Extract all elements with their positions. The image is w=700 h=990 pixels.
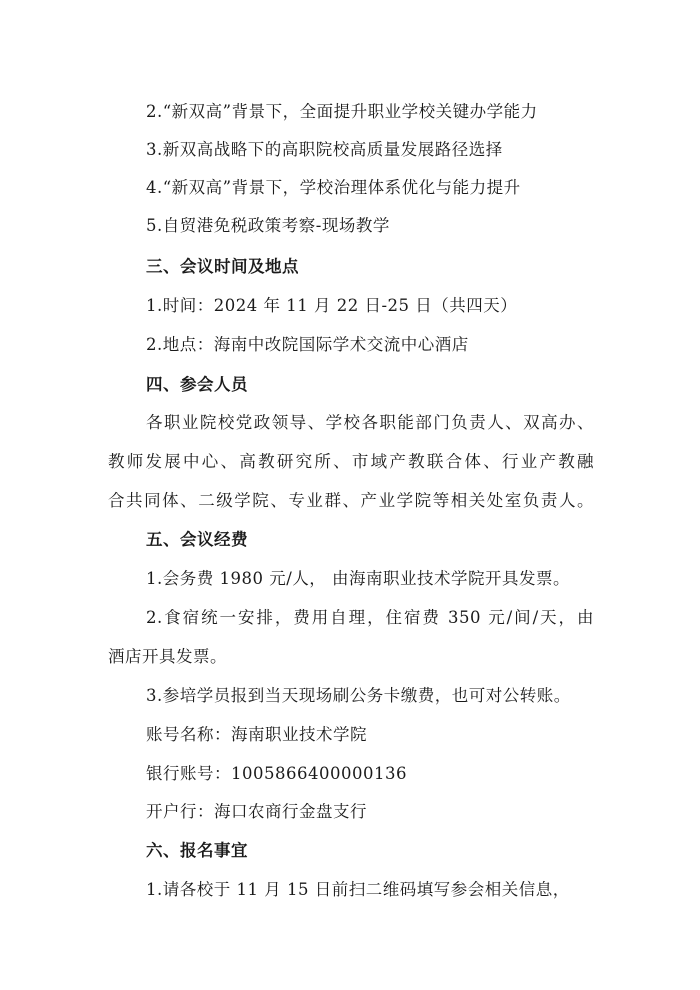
section-3-heading: 三、会议时间及地点: [146, 257, 299, 276]
meeting-time: 1.时间：2024 年 11 月 22 日-25 日（共四天）: [146, 296, 518, 315]
section-4-heading: 四、参会人员: [146, 375, 248, 394]
registration-item-1: 1.请各校于 11 月 15 日前扫二维码填写参会相关信息，: [146, 880, 570, 899]
topic-item-4: 4.“新双高”背景下，学校治理体系优化与能力提升: [146, 178, 521, 197]
account-name: 账号名称：海南职业技术学院: [146, 725, 367, 744]
section-5-heading: 五、会议经费: [146, 530, 248, 549]
lodging-line-1: 2.食宿统一安排，费用自理，住宿费 350 元/间/天，由: [146, 608, 594, 627]
topic-item-2: 2.“新双高”背景下，全面提升职业学校关键办学能力: [146, 102, 538, 121]
attendees-line-2: 教师发展中心、高教研究所、市域产教联合体、行业产教融: [108, 452, 594, 471]
account-number: 银行账号：1005866400000136: [146, 764, 407, 783]
topic-item-5: 5.自贸港免税政策考察-现场教学: [146, 216, 390, 235]
attendees-line-1: 各职业院校党政领导、学校各职能部门负责人、双高办、: [146, 413, 594, 432]
bank-branch: 开户行：海口农商行金盘支行: [146, 802, 367, 821]
section-6-heading: 六、报名事宜: [146, 841, 248, 860]
conference-fee: 1.会务费 1980 元/人， 由海南职业技术学院开具发票。: [146, 569, 571, 588]
meeting-place: 2.地点：海南中改院国际学术交流中心酒店: [146, 335, 469, 354]
topic-item-3: 3.新双高战略下的高职院校高质量发展路径选择: [146, 140, 503, 159]
payment-method: 3.参培学员报到当天现场刷公务卡缴费，也可对公转账。: [146, 686, 571, 705]
attendees-line-3: 合共同体、二级学院、专业群、产业学院等相关处室负责人。: [108, 491, 594, 510]
lodging-line-2: 酒店开具发票。: [108, 647, 227, 666]
